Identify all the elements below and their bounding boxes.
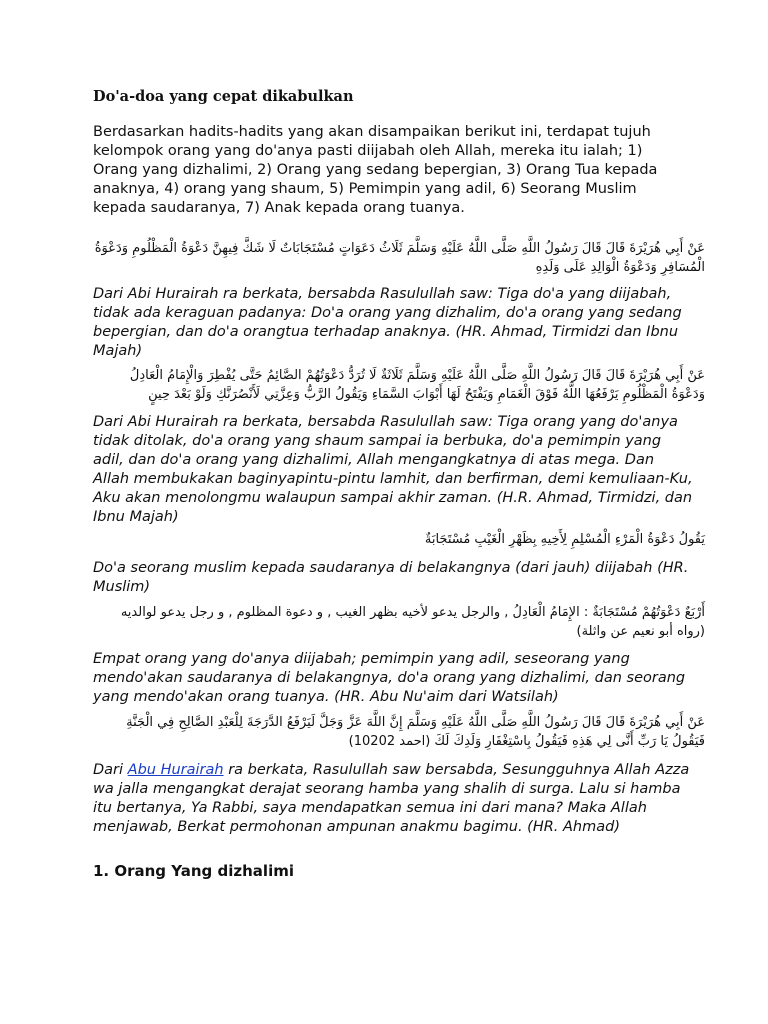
hadith-3-translation: Do'a seorang muslim kepada saudaranya di belakangnya (dari jauh) diijabah (HR. Muslim) (93, 560, 689, 595)
hadith-2-arabic: عَنْ أَبِي هُرَيْرَةَ قَالَ قَالَ رَسُولُ اللَّهِ صَلَّى اللَّهُ عَلَيْهِ وَسَلَّمَ ثَلَاثَةٌ لَا تُرَدُّ دَعْوَتُهُمْ الصَّائِمُ حَتَّى يُفْطِرَ وَالْإِمَامُ الْعَادِلُ وَدَعْوَةُ الْمَظْلُومِ يَرْفَعُهَا اللَّهُ فَوْقَ الْغَمَامِ وَيَفْتَحُ لَهَا أَبْوَابَ السَّمَاءِ وَيَقُولُ الرَّبُّ وَعِزَّتِي لَأَنْصُرَنَّكِ وَلَوْ بَعْدَ حِينٍ (129, 368, 705, 402)
document-title: Do'a-doa yang cepat dikabulkan (93, 88, 354, 105)
hadith-5-translation-post: ra berkata, Rasulullah saw bersabda, Sesungguhnya Allah Azza wa jalla mengangkat derajat seorang hamba yang shalih di surga. Lalu si hamba itu bertanya, Ya Rabbi, saya mendapatkan semua ini dari mana? Maka Allah menjawab, Berkat permohonan ampunan anakmu bagimu. (HR. Ahmad) (93, 762, 690, 835)
hadith-5-arabic: عَنْ أَبِي هُرَيْرَةَ قَالَ قَالَ رَسُولُ اللَّهِ صَلَّى اللَّهُ عَلَيْهِ وَسَلَّمَ إِنَّ اللَّهَ عَزَّ وَجَلَّ لَيَرْفَعُ الدَّرَجَةَ لِلْعَبْدِ الصَّالِحِ فِي الْجَنَّةِ فَيَقُولُ يَا رَبِّ أَنَّى لِي هَذِهِ فَيَقُولُ بِاسْتِغْفَارِ وَلَدِكَ لَكَ (احمد 10202) (126, 715, 705, 749)
section-heading: 1. Orang Yang dizhalimi (93, 862, 294, 880)
hadith-1-translation: Dari Abi Hurairah ra berkata, bersabda Rasulullah saw: Tiga do'a yang diijabah, tidak ada keraguan padanya: Do'a orang yang dizhalim, do'a orang yang sedang bepergian, dan do'a orangtua terhadap anaknya. (HR. Ahmad, Tirmidzi dan Ibnu Majah) (93, 286, 682, 359)
hadith-5-translation (93, 761, 693, 837)
hadith-5-translation-pre: Dari (93, 762, 128, 778)
hadith-4-translation: Empat orang yang do'anya diijabah; pemimpin yang adil, seseorang yang mendo'akan saudaranya di belakangnya, do'a orang yang dizhalimi, dan seorang yang mendo'akan orang tuanya. (HR. Abu Nu'aim dari Watsilah) (93, 651, 686, 705)
hadith-3-arabic: يَقُولُ دَعْوَةُ الْمَرْءِ الْمُسْلِمِ لِأَخِيهِ بِظَهْرِ الْغَيْبِ مُسْتَجَابَةٌ (424, 532, 705, 547)
intro-paragraph: Berdasarkan hadits-hadits yang akan disampaikan berikut ini, terdapat tujuh kelompok orang yang do'anya pasti diijabah oleh Allah, mereka itu ialah; 1) Orang yang dizhalimi, 2) Orang yang sedang bepergian, 3) Orang Tua kepada anaknya, 4) orang yang shaum, 5) Pemimpin yang adil, 6) Seorang Muslim kepada saudaranya, 7) Anak kepada orang tuanya. (93, 124, 658, 216)
hadith-1-arabic: عَنْ أَبِي هُرَيْرَةَ قَالَ قَالَ رَسُولُ اللَّهِ صَلَّى اللَّهُ عَلَيْهِ وَسَلَّمَ ثَلَاثُ دَعَوَاتٍ مُسْتَجَابَاتٌ لَا شَكَّ فِيهِنَّ دَعْوَةُ الْمَظْلُومِ وَدَعْوَةُ الْمُسَافِرِ وَدَعْوَةُ الْوَالِدِ عَلَى وَلَدِهِ (94, 241, 705, 275)
hadith-4-arabic: أَرْبَعٌ دَعْوَتُهُمْ مُسْتَجَابَةٌ : الإِمَامُ الْعَادِلُ , والرجل يدعو لأخيه بظهر الغيب , و دعوة المظلوم , و رجل يدعو لوالديه (رواه أبو نعيم عن واثلة) (120, 605, 705, 639)
hadith-2-translation: Dari Abi Hurairah ra berkata, bersabda Rasulullah saw: Tiga orang yang do'anya tidak ditolak, do'a orang yang shaum sampai ia berbuka, do'a pemimpin yang adil, dan do'a orang yang dizhalimi, Allah mengangkatnya di atas mega. Dan Allah membukakan baginyapintu-pintu lamhit, dan berfirman, demi kemuliaan-Ku, Aku akan menolongmu walaupun sampai akhir zaman. (H.R. Ahmad, Tirmidzi, dan Ibnu Majah) (93, 414, 693, 525)
abu-hurairah-link[interactable]: Abu Hurairah (127, 762, 224, 778)
